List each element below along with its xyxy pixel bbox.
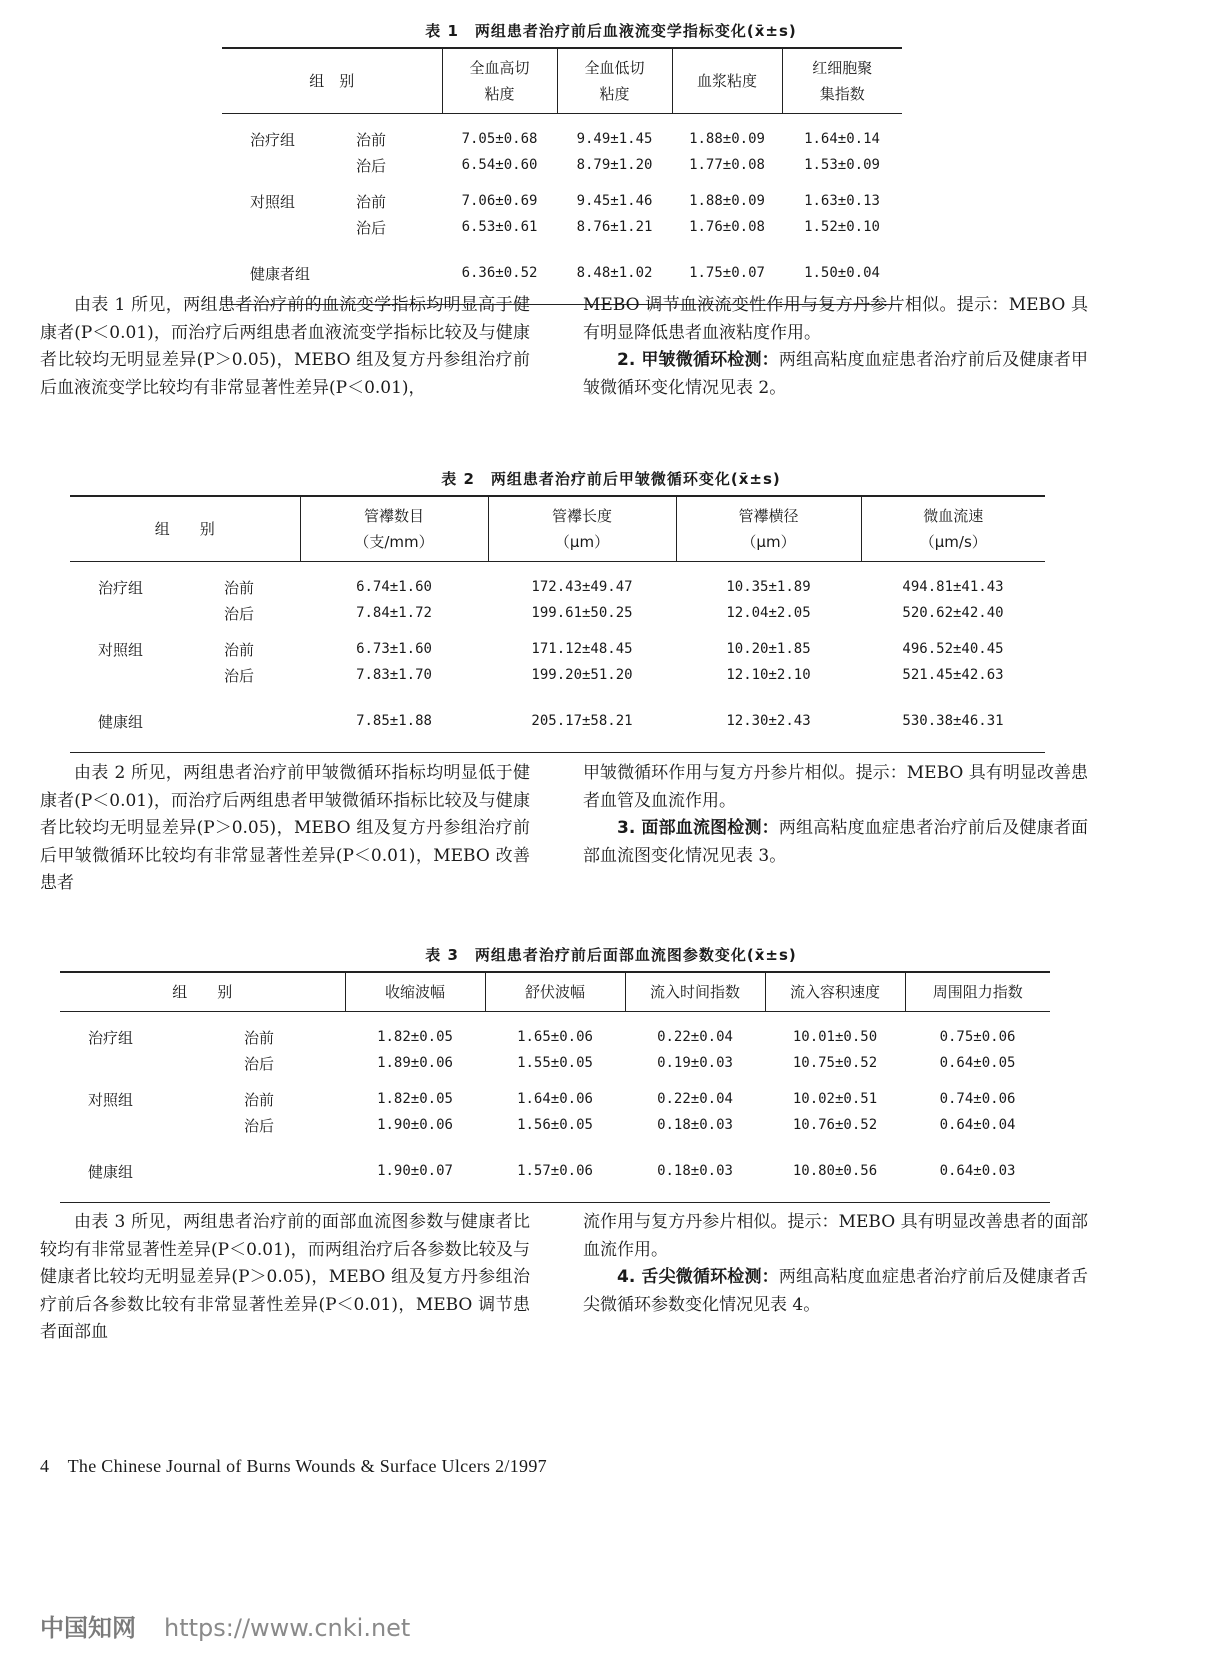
table-cell: 10.80±0.56 [765, 1138, 905, 1203]
table-cell: 0.18±0.03 [657, 1117, 733, 1133]
table-cell: 7.05±0.68 [461, 131, 538, 147]
table-cell: 7.85±1.88 [300, 688, 488, 753]
table-row [222, 152, 902, 178]
table-cell: 10.35±1.89 [726, 579, 811, 595]
table2-caption: 表 2 两组患者治疗前后甲皱微循环变化(x̄±s) [441, 470, 781, 488]
table-cell: 1.63±0.13 [804, 193, 880, 209]
table-cell: 1.82±0.05 [377, 1091, 453, 1107]
table3-body [60, 1012, 1050, 1203]
time-label: 治前 [224, 578, 255, 597]
table-cell: 171.12±48.45 [531, 641, 633, 657]
table-cell: 1.76±0.08 [689, 219, 765, 235]
table-cell: 0.19±0.03 [657, 1055, 733, 1071]
table-cell: 199.20±51.20 [531, 667, 633, 683]
text2-right [583, 760, 1088, 870]
table-row [70, 662, 1045, 688]
table-row [222, 114, 902, 153]
table-row [70, 626, 1045, 662]
text3-right-p1: 流作用与复方丹参片相似。提示：MEBO 具有明显改善患者的面部血流作用。 [583, 1212, 1088, 1260]
time-label [240, 1138, 345, 1203]
group-label: 对照组 [250, 192, 296, 211]
table1-header-2: 全血低切 粘度 [557, 48, 672, 114]
table3-caption: 表 3 两组患者治疗前后面部血流图参数变化(x̄±s) [425, 946, 797, 964]
table2-header-1: 管襻数目 （支/mm） [300, 496, 488, 562]
table-row [60, 1012, 1050, 1051]
time-label: 治后 [356, 218, 387, 237]
table-cell: 12.10±2.10 [726, 667, 811, 683]
group-label: 治疗组 [250, 130, 296, 149]
text1-right-p2: 两组高粘度血症患者治疗前后及健康者甲皱微循环变化情况见表 2。 [583, 350, 1089, 398]
table2-header-row [70, 496, 1045, 562]
table-cell: 6.73±1.60 [356, 641, 432, 657]
group-label: 对照组 [98, 640, 144, 659]
time-label: 治后 [224, 604, 255, 623]
section3-heading: 3. 面部血流图检测： [617, 818, 779, 838]
table-cell: 6.53±0.61 [461, 219, 538, 235]
table-cell: 6.54±0.60 [461, 157, 538, 173]
time-label: 治后 [224, 666, 255, 685]
table-cell: 12.04±2.05 [726, 605, 811, 621]
table-row [60, 1112, 1050, 1138]
table-cell: 10.01±0.50 [792, 1029, 878, 1045]
table1 [222, 47, 902, 305]
time-label: 治后 [244, 1116, 275, 1135]
table-cell: 1.88±0.09 [689, 193, 765, 209]
table-cell: 7.84±1.72 [356, 605, 432, 621]
table3-header-3: 流入时间指数 [625, 972, 765, 1012]
table1-header-1: 全血高切 粘度 [442, 48, 557, 114]
text1-left: 由表 1 所见，两组患者治疗前的血流变学指标均明显高于健康者(P＜0.01)，而治疗后两组患者血液流变学指标比较及与健康者比较均无明显差异(P＞0.05)，MEBO 组及复方丹参组治疗前后血液流变学比较均有非常显著性差异(P＜0.01)， [40, 295, 530, 398]
table1-body [222, 114, 902, 305]
table-cell: 0.64±0.03 [905, 1138, 1050, 1203]
time-label: 治前 [244, 1090, 275, 1109]
time-label: 治前 [356, 192, 387, 211]
table3-header-5: 周围阻力指数 [905, 972, 1050, 1012]
text2-right-p1: 甲皱微循环作用与复方丹参片相似。提示：MEBO 具有明显改善患者血管及血流作用。 [583, 763, 1088, 811]
table-cell: 8.48±1.02 [557, 240, 672, 305]
group-label: 治疗组 [88, 1028, 134, 1047]
text3-right [583, 1209, 1088, 1319]
table-cell: 1.77±0.08 [689, 157, 765, 173]
table-row [70, 688, 1045, 753]
table-cell: 1.64±0.06 [517, 1091, 593, 1107]
table-row [60, 1050, 1050, 1076]
table-cell: 205.17±58.21 [488, 688, 676, 753]
table3-header-1: 收缩波幅 [345, 972, 485, 1012]
group-label [60, 1050, 240, 1076]
group-label: 健康组 [70, 688, 220, 753]
table3-header-0: 组 别 [60, 972, 345, 1012]
table-cell: 7.06±0.69 [461, 193, 538, 209]
table-cell: 6.74±1.60 [356, 579, 432, 595]
table-cell: 1.50±0.04 [782, 240, 902, 305]
table1-header-0: 组 别 [222, 48, 442, 114]
table-cell: 12.30±2.43 [676, 688, 861, 753]
cnki-logo: 中国知网 [40, 1614, 136, 1642]
table-cell: 1.90±0.06 [377, 1117, 453, 1133]
table-cell: 1.64±0.14 [804, 131, 880, 147]
table-cell: 1.56±0.05 [517, 1117, 593, 1133]
time-label: 治后 [244, 1054, 275, 1073]
table-cell: 1.57±0.06 [485, 1138, 625, 1203]
table-cell: 496.52±40.45 [902, 641, 1004, 657]
table-cell: 0.64±0.04 [939, 1117, 1016, 1133]
table2-header-4: 微血流速 （μm/s） [861, 496, 1045, 562]
table-row [222, 214, 902, 240]
table-row [70, 562, 1045, 601]
table-cell: 10.02±0.51 [792, 1091, 878, 1107]
table-cell: 8.79±1.20 [576, 157, 653, 173]
table-cell: 199.61±50.25 [531, 605, 633, 621]
time-label: 治后 [356, 156, 387, 175]
group-label [70, 600, 220, 626]
table3-header-row [60, 972, 1050, 1012]
table-cell: 494.81±41.43 [902, 579, 1004, 595]
table-cell: 10.75±0.52 [792, 1055, 878, 1071]
group-label: 对照组 [88, 1090, 134, 1109]
table-cell: 0.74±0.06 [939, 1091, 1016, 1107]
group-label [70, 662, 220, 688]
text3-right-p2: 两组高粘度血症患者治疗前后及健康者舌尖微循环参数变化情况见表 4。 [583, 1267, 1089, 1315]
group-label [60, 1112, 240, 1138]
table-row [70, 600, 1045, 626]
table-row [60, 1076, 1050, 1112]
table-cell: 1.52±0.10 [804, 219, 880, 235]
table1-header-3: 血浆粘度 [672, 48, 782, 114]
text3-left: 由表 3 所见，两组患者治疗前的面部血流图参数与健康者比较均有非常显著性差异(P＜0.01)，而两组治疗后各参数比较及与健康者比较均无明显差异(P＞0.05)，MEBO 组及复方丹参组治疗前后各参数比较有非常显著性差异(P＜0.01)，MEBO 调节患者面部血 [40, 1212, 530, 1342]
group-label: 治疗组 [98, 578, 144, 597]
cnki-watermark [40, 1608, 410, 1643]
section4-heading: 4. 舌尖微循环检测： [617, 1267, 779, 1287]
table2-body [70, 562, 1045, 753]
cnki-url: https://www.cnki.net [164, 1614, 411, 1642]
group-label: 健康者组 [222, 240, 352, 305]
table-cell: 0.64±0.05 [939, 1055, 1016, 1071]
table2-header-3: 管襻横径 （μm） [676, 496, 861, 562]
table-row [60, 1138, 1050, 1203]
text2-left: 由表 2 所见，两组患者治疗前甲皱微循环指标均明显低于健康者(P＜0.01)，而治疗后两组患者甲皱微循环指标比较及与健康者比较均无明显差异(P＞0.05)，MEBO 组及复方丹参组治疗前后甲皱微循环比较均有非常显著性差异(P＜0.01)，MEBO 改善患者 [40, 763, 530, 893]
table-cell: 1.75±0.07 [672, 240, 782, 305]
time-label: 治前 [224, 640, 255, 659]
table-cell: 521.45±42.63 [902, 667, 1004, 683]
table2-header-2: 管襻长度 （μm） [488, 496, 676, 562]
table-cell: 7.83±1.70 [356, 667, 432, 683]
table-row [222, 178, 902, 214]
table-cell: 0.18±0.03 [625, 1138, 765, 1203]
text2-right-p2: 两组高粘度血症患者治疗前后及健康者面部血流图变化情况见表 3。 [583, 818, 1089, 866]
table2 [70, 495, 1045, 753]
table-cell: 1.65±0.06 [517, 1029, 593, 1045]
table-cell: 10.20±1.85 [726, 641, 811, 657]
table-cell: 1.55±0.05 [517, 1055, 593, 1071]
table1-header-row [222, 48, 902, 114]
table-cell: 0.22±0.04 [657, 1091, 733, 1107]
table3-header-4: 流入容积速度 [765, 972, 905, 1012]
table1-header-4: 红细胞聚 集指数 [782, 48, 902, 114]
page-footer: 4 The Chinese Journal of Burns Wounds & Surface Ulcers 2/1997 [40, 1456, 547, 1476]
table3 [60, 971, 1050, 1203]
table-cell: 1.82±0.05 [377, 1029, 453, 1045]
group-label [222, 152, 352, 178]
section2-heading: 2. 甲皱微循环检测： [617, 350, 779, 370]
table-cell: 530.38±46.31 [861, 688, 1045, 753]
text1-right [583, 292, 1088, 402]
table-cell: 10.76±0.52 [792, 1117, 878, 1133]
table-cell: 0.75±0.06 [939, 1029, 1016, 1045]
table-cell: 8.76±1.21 [576, 219, 653, 235]
table-cell: 172.43±49.47 [531, 579, 633, 595]
table1-caption: 表 1 两组患者治疗前后血液流变学指标变化(x̄±s) [425, 22, 797, 40]
table-cell: 0.22±0.04 [657, 1029, 733, 1045]
table-cell: 6.36±0.52 [442, 240, 557, 305]
group-label [222, 214, 352, 240]
table-cell: 520.62±42.40 [902, 605, 1004, 621]
table3-header-2: 舒伏波幅 [485, 972, 625, 1012]
table-cell: 1.53±0.09 [804, 157, 880, 173]
table2-header-0: 组 别 [70, 496, 300, 562]
table-cell: 1.90±0.07 [345, 1138, 485, 1203]
time-label: 治前 [356, 130, 387, 149]
time-label: 治前 [244, 1028, 275, 1047]
table-cell: 9.49±1.45 [576, 131, 653, 147]
text1-right-p1: MEBO 调节血液流变性作用与复方丹参片相似。提示：MEBO 具有明显降低患者血液粘度作用。 [583, 295, 1088, 343]
time-label [220, 688, 300, 753]
table-cell: 1.88±0.09 [689, 131, 765, 147]
table-cell: 9.45±1.46 [576, 193, 653, 209]
table-cell: 1.89±0.06 [377, 1055, 453, 1071]
group-label: 健康组 [60, 1138, 240, 1203]
